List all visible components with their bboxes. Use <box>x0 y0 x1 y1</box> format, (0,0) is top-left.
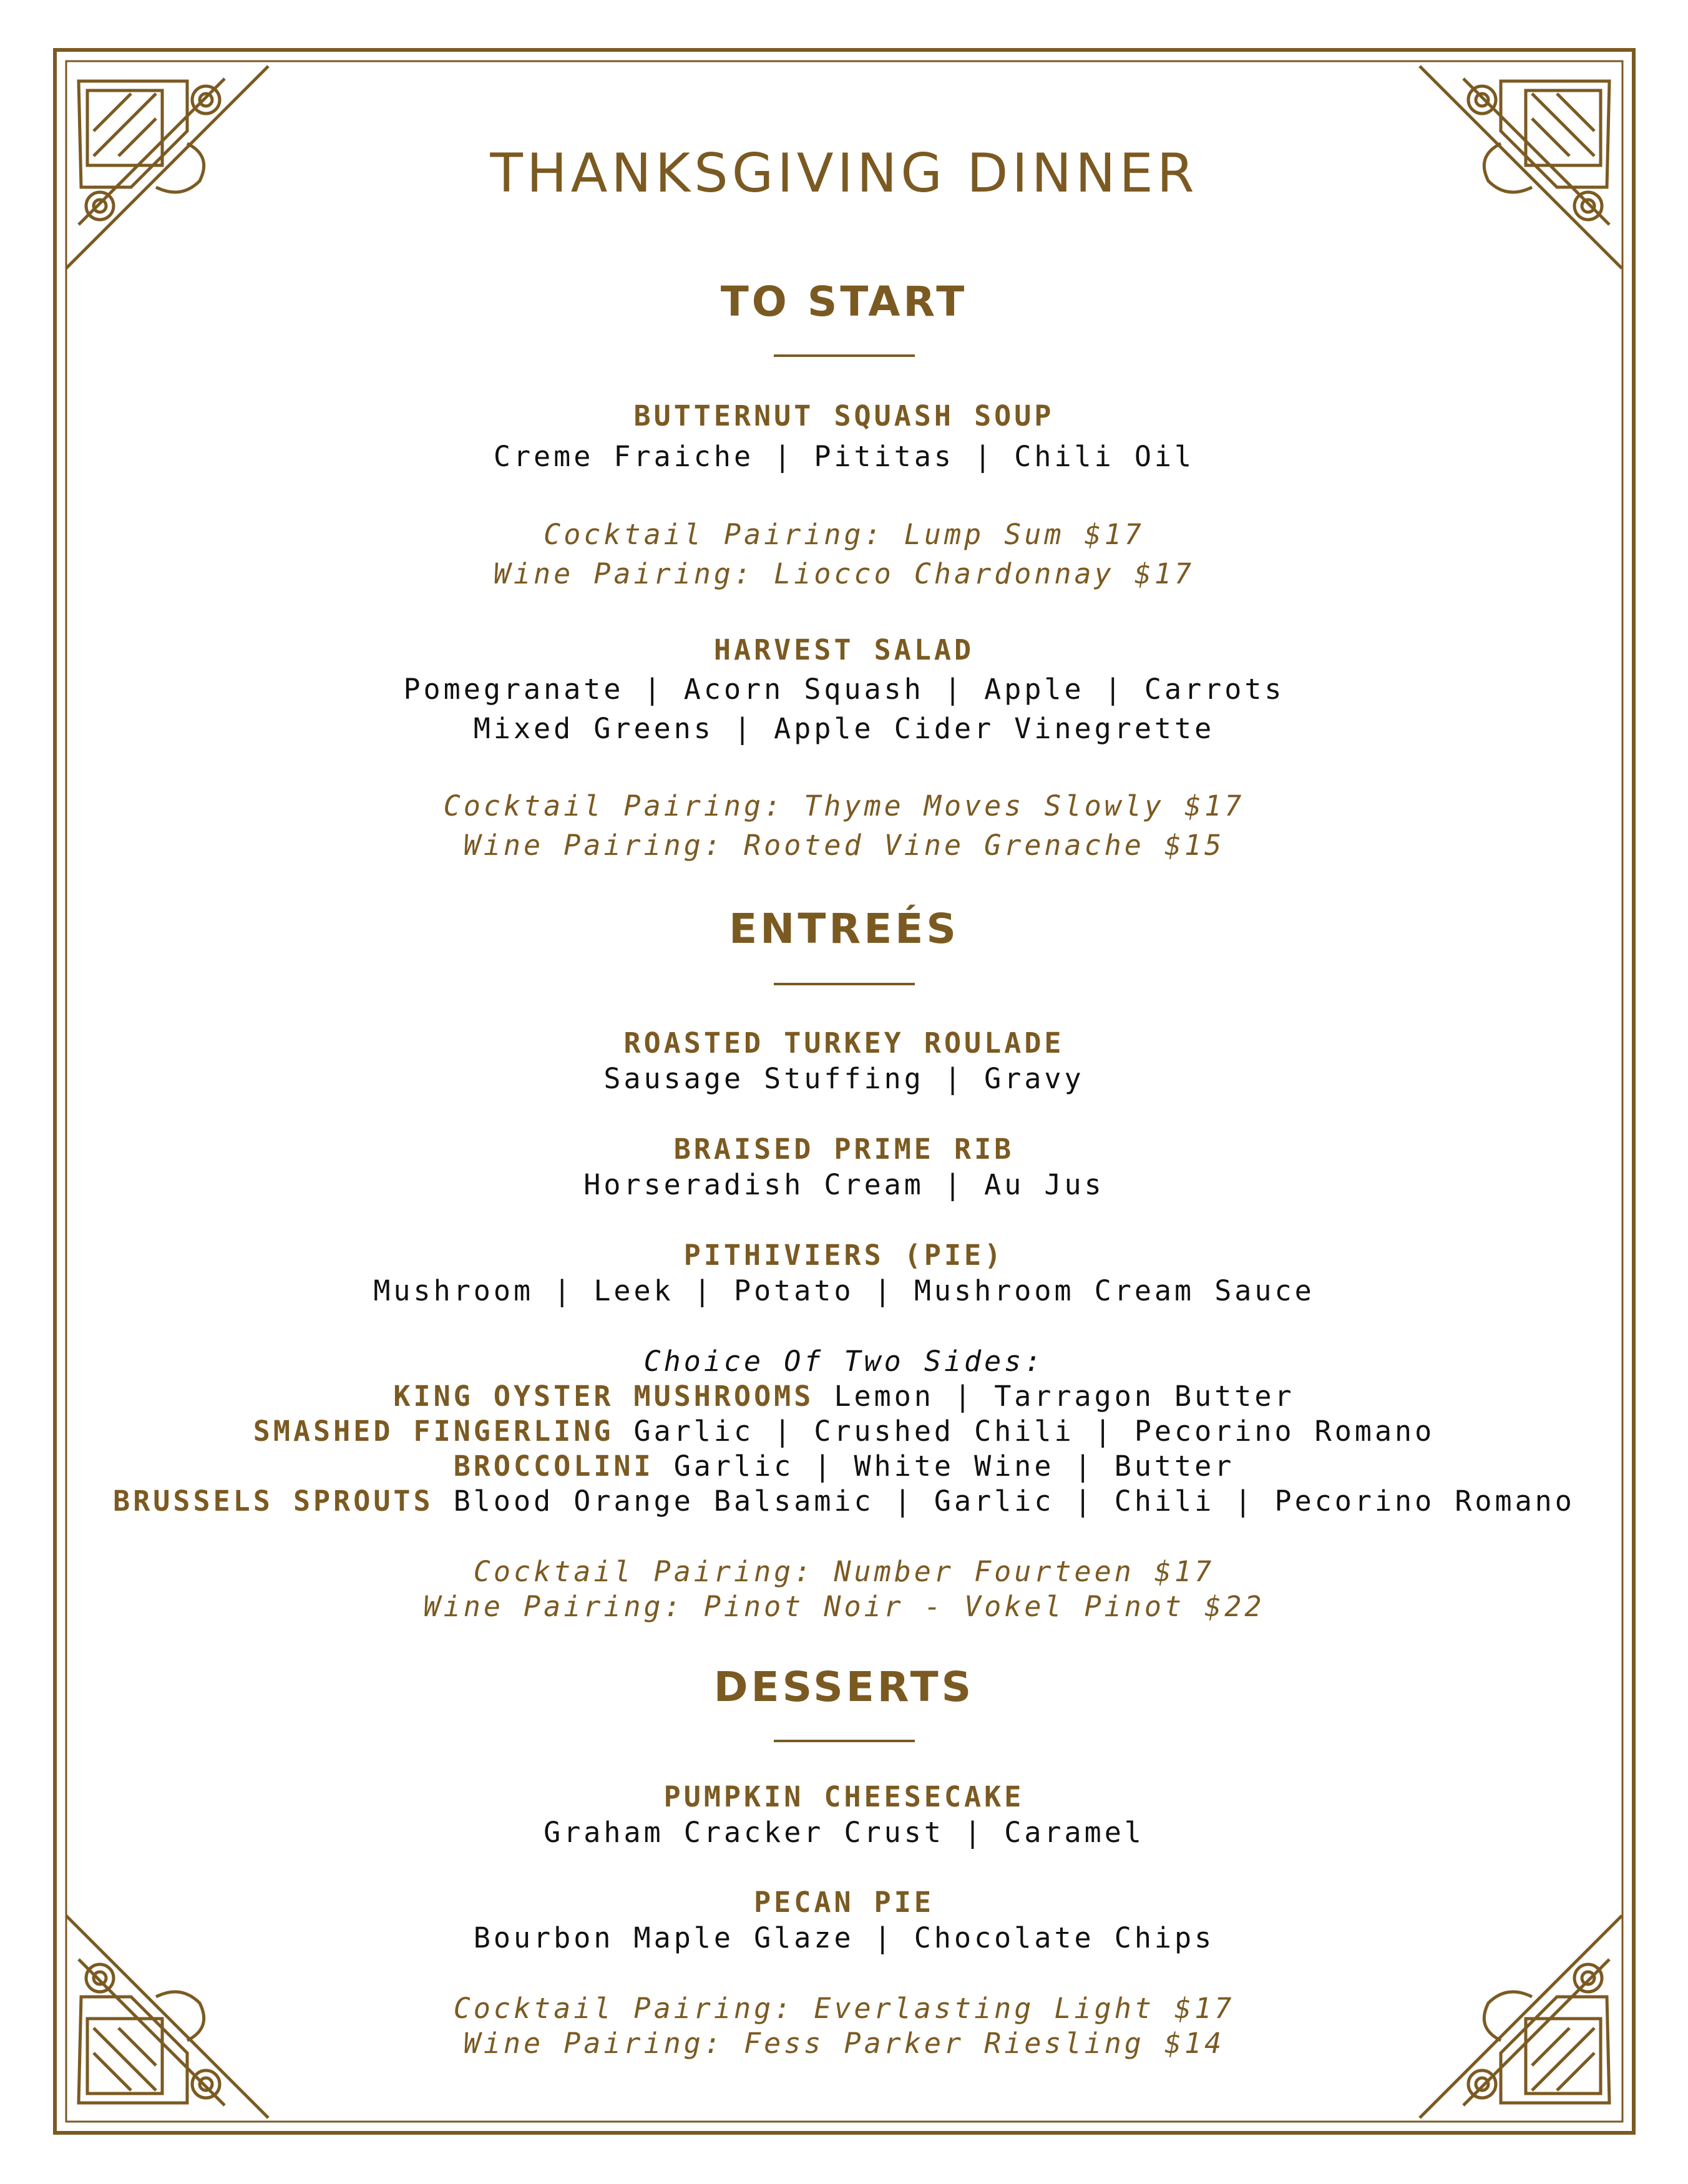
dish-description: Bourbon Maple Glaze | Chocolate Chips <box>473 1921 1215 1954</box>
side-item <box>0 1415 1688 1448</box>
side-description: Lemon | Tarragon Butter <box>834 1380 1295 1413</box>
wine-pairing: Wine Pairing: Fess Parker Riesling $14 <box>463 2027 1225 2060</box>
side-description: Garlic | Crushed Chili | Pecorino Romano <box>633 1415 1435 1448</box>
side-item <box>0 1380 1688 1413</box>
section-divider <box>774 354 915 357</box>
side-item <box>0 1450 1688 1483</box>
cocktail-pairing: Cocktail Pairing: Thyme Moves Slowly $17 <box>443 789 1245 822</box>
dish-name: PECAN PIE <box>754 1886 934 1919</box>
wine-pairing: Wine Pairing: Pinot Noir - Vokel Pinot $22 <box>423 1590 1265 1623</box>
dish-name: ROASTED TURKEY ROULADE <box>623 1026 1065 1060</box>
dish-name: BRAISED PRIME RIB <box>673 1133 1015 1166</box>
cocktail-pairing: Cocktail Pairing: Number Fourteen $17 <box>473 1555 1215 1588</box>
dish-name: PITHIVIERS (PIE) <box>683 1239 1005 1272</box>
side-name: KING OYSTER MUSHROOMS <box>393 1380 814 1413</box>
sides-choice-label: Choice Of Two Sides: <box>643 1345 1045 1378</box>
section-title-to-start: TO START <box>720 278 968 326</box>
dish-name: BUTTERNUT SQUASH SOUP <box>633 399 1055 432</box>
wine-pairing: Wine Pairing: Rooted Vine Grenache $15 <box>463 829 1225 862</box>
dish-description: Sausage Stuffing | Gravy <box>603 1062 1085 1095</box>
section-divider <box>774 1740 915 1742</box>
side-name: BRUSSELS SPROUTS <box>113 1484 434 1518</box>
dish-name: PUMPKIN CHEESECAKE <box>663 1780 1025 1813</box>
wine-pairing: Wine Pairing: Liocco Chardonnay $17 <box>493 557 1195 590</box>
side-name: SMASHED FINGERLING <box>253 1415 614 1448</box>
side-item <box>0 1484 1688 1518</box>
dish-description: Creme Fraiche | Pititas | Chili Oil <box>493 440 1195 473</box>
section-divider <box>774 983 915 985</box>
side-description: Blood Orange Balsamic | Garlic | Chili | Pecorino Romano <box>453 1484 1575 1518</box>
dish-description: Pomegranate | Acorn Squash | Apple | Carrots <box>403 673 1285 706</box>
dish-name: HARVEST SALAD <box>713 633 975 666</box>
dish-description: Mixed Greens | Apple Cider Vinegrette <box>473 712 1215 745</box>
dish-description: Horseradish Cream | Au Jus <box>583 1168 1105 1201</box>
dish-description: Mushroom | Leek | Potato | Mushroom Cream Sauce <box>373 1274 1315 1307</box>
side-description: Garlic | White Wine | Butter <box>673 1450 1235 1483</box>
page-title: THANKSGIVING DINNER <box>490 142 1198 205</box>
dish-description: Graham Cracker Crust | Caramel <box>544 1816 1144 1849</box>
cocktail-pairing: Cocktail Pairing: Everlasting Light $17 <box>453 1992 1235 2025</box>
section-title-entrees: ENTREÉS <box>729 905 959 953</box>
side-name: BROCCOLINI <box>453 1450 654 1483</box>
cocktail-pairing: Cocktail Pairing: Lump Sum $17 <box>544 518 1144 551</box>
section-title-desserts: DESSERTS <box>713 1663 975 1711</box>
